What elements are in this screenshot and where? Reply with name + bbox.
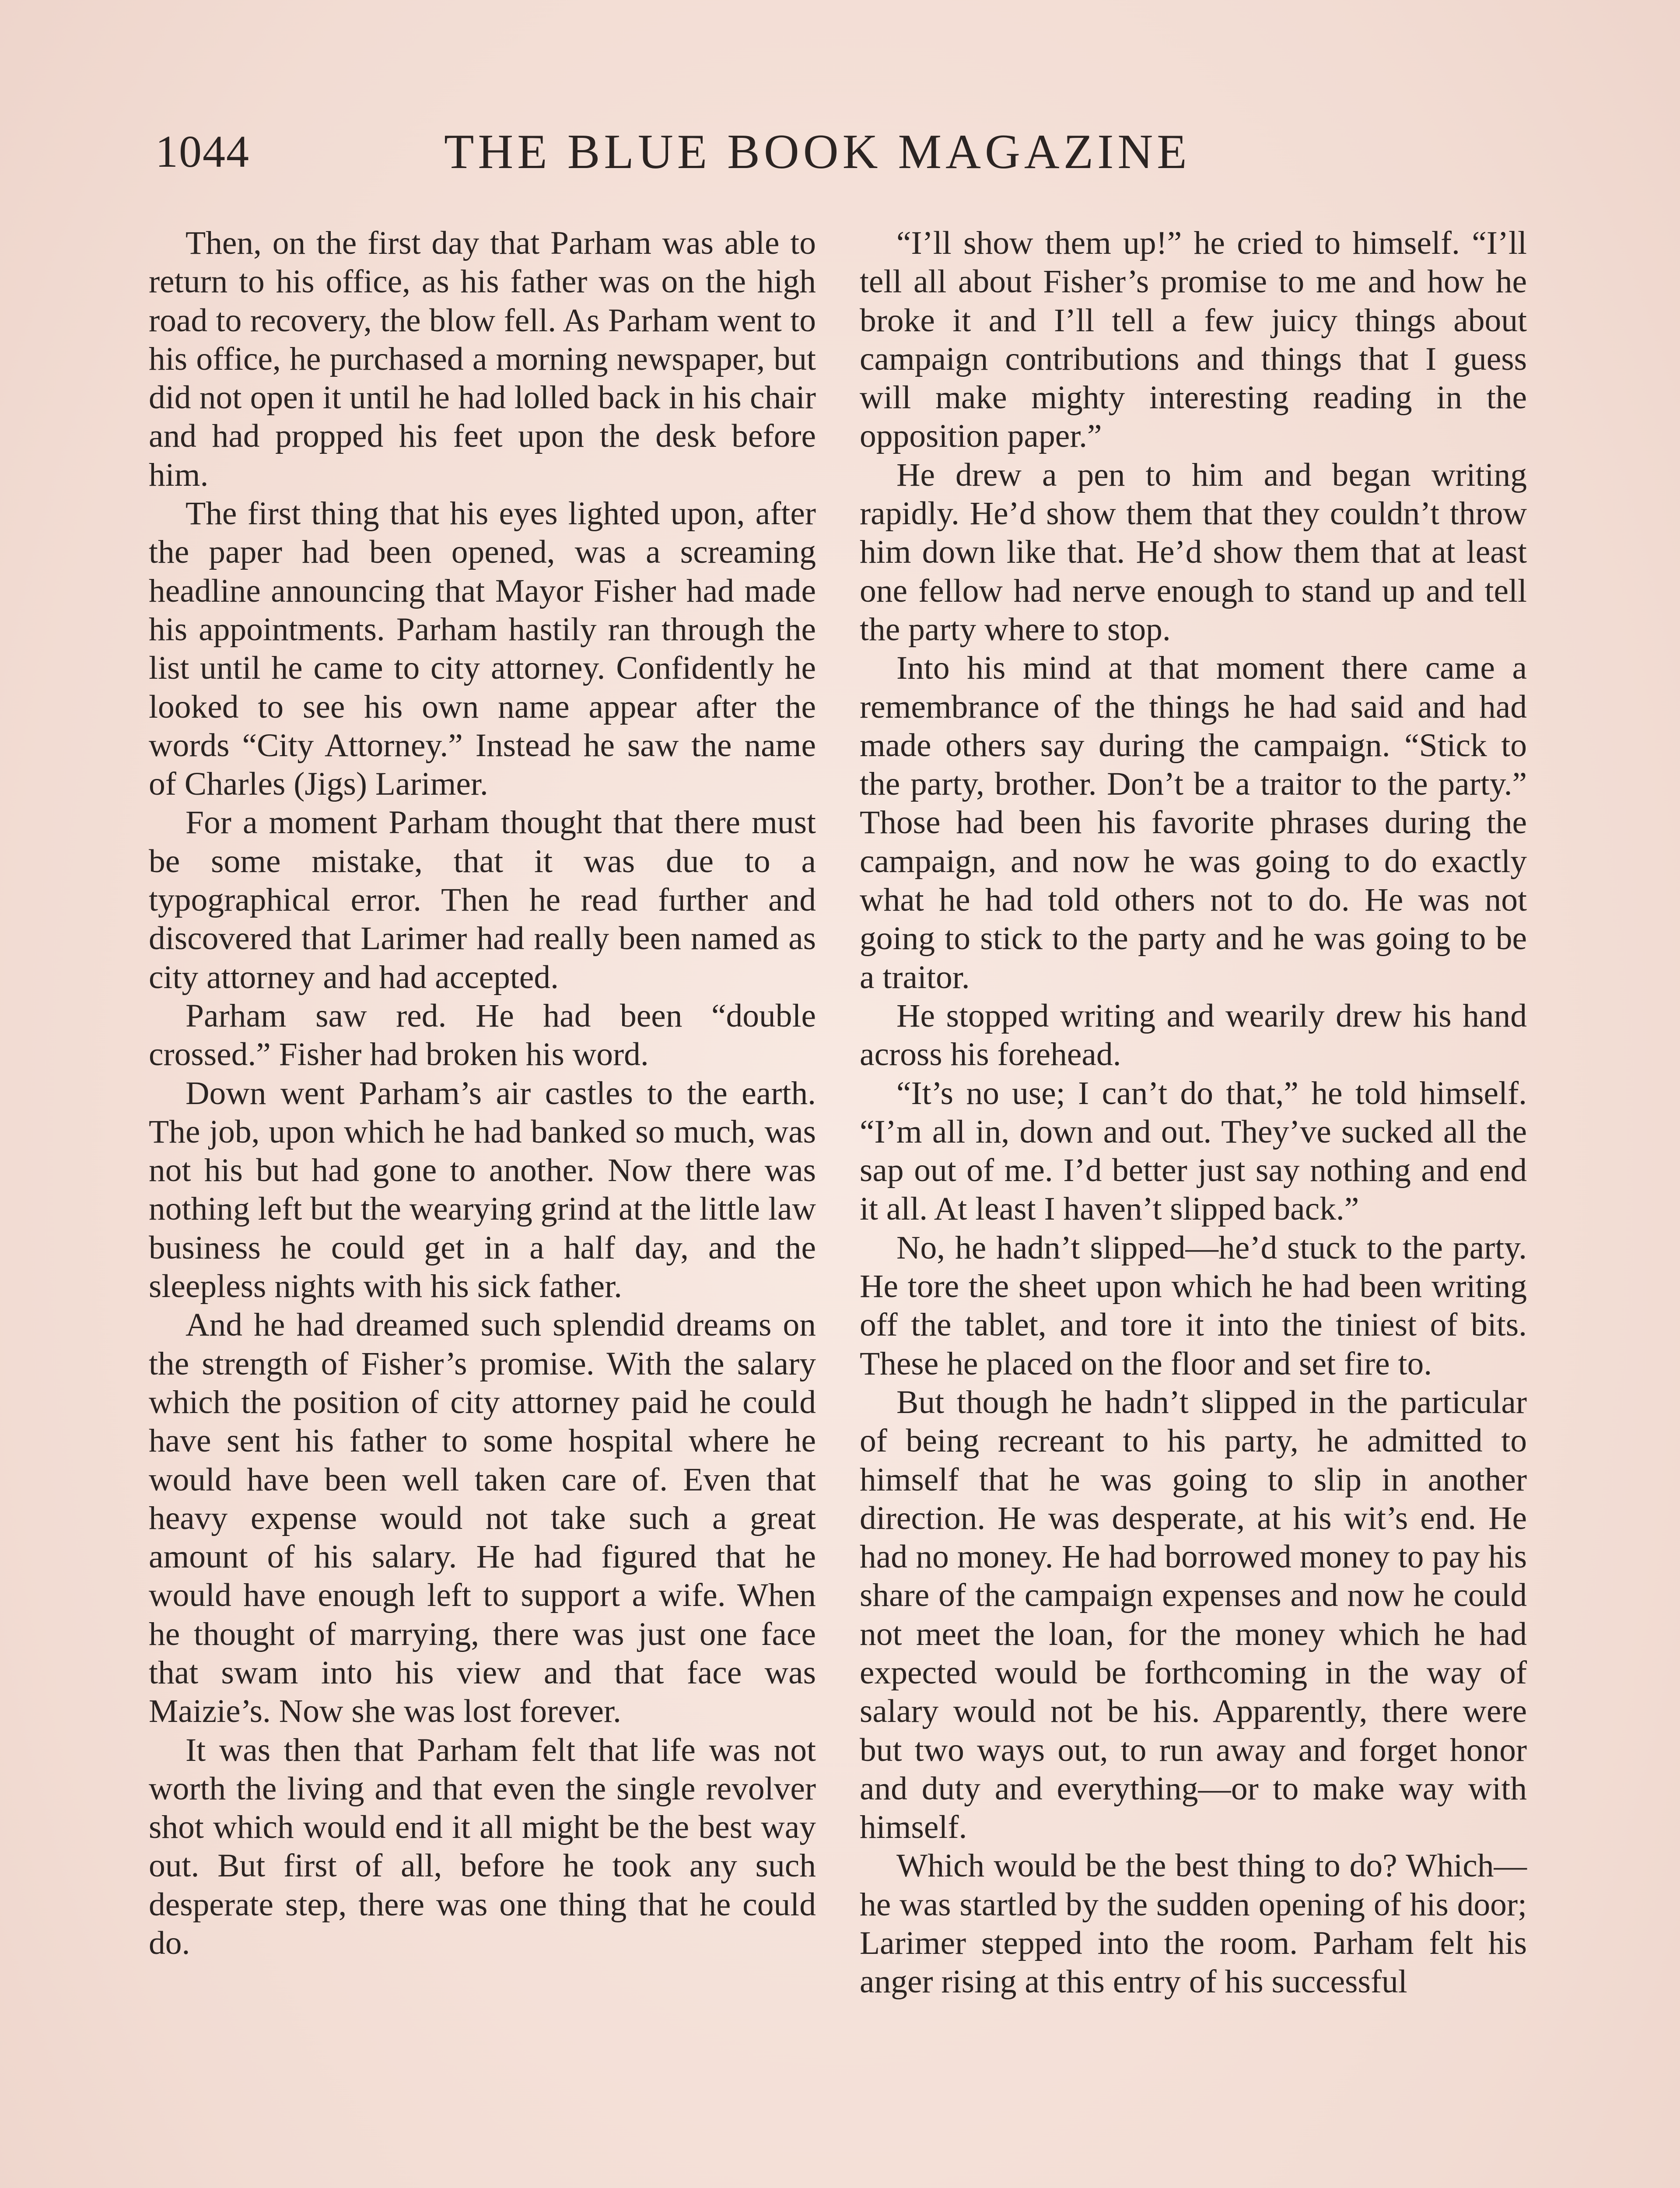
paragraph: Down went Parham’s air castles to the earth. The job, upon which he had banked so much, was not his but had gone to another. Now there was nothing left but the wearying grind at the little law business he could get in a half day, and the sleepless nights with his sick father.	[149, 1075, 816, 1305]
page-header	[155, 119, 1249, 185]
paragraph: Into his mind at that moment there came a remembrance of the things he had said and had made others say during the campaign. “Stick to the party, brother. Don’t be a traitor to the party.” Those had been his favorite phrases during the campaign, and now he was going to do exactly what he had told others not to do. He was not going to stick to the party and he was going to be a traitor.	[860, 650, 1527, 996]
paragraph: For a moment Parham thought that there must be some mistake, that it was due to a typographical error. Then he read further and discovered that Larimer had really been named as city attorney and had accepted.	[149, 804, 816, 996]
paragraph: “It’s no use; I can’t do that,” he told himself. “I’m all in, down and out. They’ve sucked all the sap out of me. I’d better just say nothing and end it all. At least I haven’t slipped back.”	[860, 1075, 1527, 1227]
paragraph: And he had dreamed such splendid dreams on the strength of Fisher’s promise. With the salary which the position of city attorney paid he could have sent his father to some hospital where he would have been well taken care of. Even that heavy expense would not take such a great amount of his salary. He had figured that he would have enough left to support a wife. When he thought of marrying, there was just one face that swam into his view and that face was Maizie’s. Now she was lost forever.	[149, 1307, 816, 1730]
paragraph: Then, on the first day that Parham was able to return to his office, as his father was on the high road to recovery, the blow fell. As Parham went to his office, he purchased a morning newspaper, but did not open it until he had lolled back in his chair and had propped his feet upon the desk before him.	[149, 225, 816, 493]
page-number: 1044	[155, 126, 250, 177]
paragraph: The first thing that his eyes lighted upon, after the paper had been opened, was a screaming headline announcing that Mayor Fisher had made his appointments. Parham hastily ran through the list until he came to city attorney. Confidently he looked to see his own name appear after the words “City Attorney.” Instead he saw the name of Charles (Jigs) Larimer.	[149, 495, 816, 803]
paragraph: It was then that Parham felt that life was not worth the living and that even the single revolver shot which would end it all might be the best way out. But first of all, before he took any such desperate step, there was one thing that he could do.	[149, 1732, 816, 1962]
right-column	[860, 224, 1527, 2002]
paragraph: But though he hadn’t slipped in the particular of being recreant to his party, he admitted to himself that he was going to slip in another direction. He was desperate, at his wit’s end. He had no money. He had borrowed money to pay his share of the campaign expenses and now he could not meet the loan, for the money which he had expected would be forthcoming in the way of salary would not be his. Apparently, there were but two ways out, to run away and forget honor and duty and everything—or to make way with himself.	[860, 1384, 1527, 1846]
magazine-title: THE BLUE BOOK MAGAZINE	[444, 125, 1191, 179]
paragraph: Parham saw red. He had been “double crossed.” Fisher had broken his word.	[149, 997, 816, 1073]
paragraph: He stopped writing and wearily drew his hand across his forehead.	[860, 997, 1527, 1073]
left-column	[149, 224, 816, 1963]
paragraph: No, he hadn’t slipped—he’d stuck to the party. He tore the sheet upon which he had been writing off the tablet, and tore it into the tiniest of bits. These he placed on the floor and set fire to.	[860, 1229, 1527, 1382]
paragraph: “I’ll show them up!” he cried to himself. “I’ll tell all about Fisher’s promise to me and how he broke it and I’ll tell a few juicy things about campaign contributions and things that I guess will make mighty interesting reading in the opposition paper.”	[860, 225, 1527, 455]
paragraph: He drew a pen to him and began writing rapidly. He’d show them that they couldn’t throw him down like that. He’d show them that at least one fellow had nerve enough to stand up and tell the party where to stop.	[860, 456, 1527, 648]
paragraph: Which would be the best thing to do? Which—he was startled by the sudden opening of his door; Larimer stepped into the room. Parham felt his anger rising at this entry of his successful	[860, 1848, 1527, 2000]
